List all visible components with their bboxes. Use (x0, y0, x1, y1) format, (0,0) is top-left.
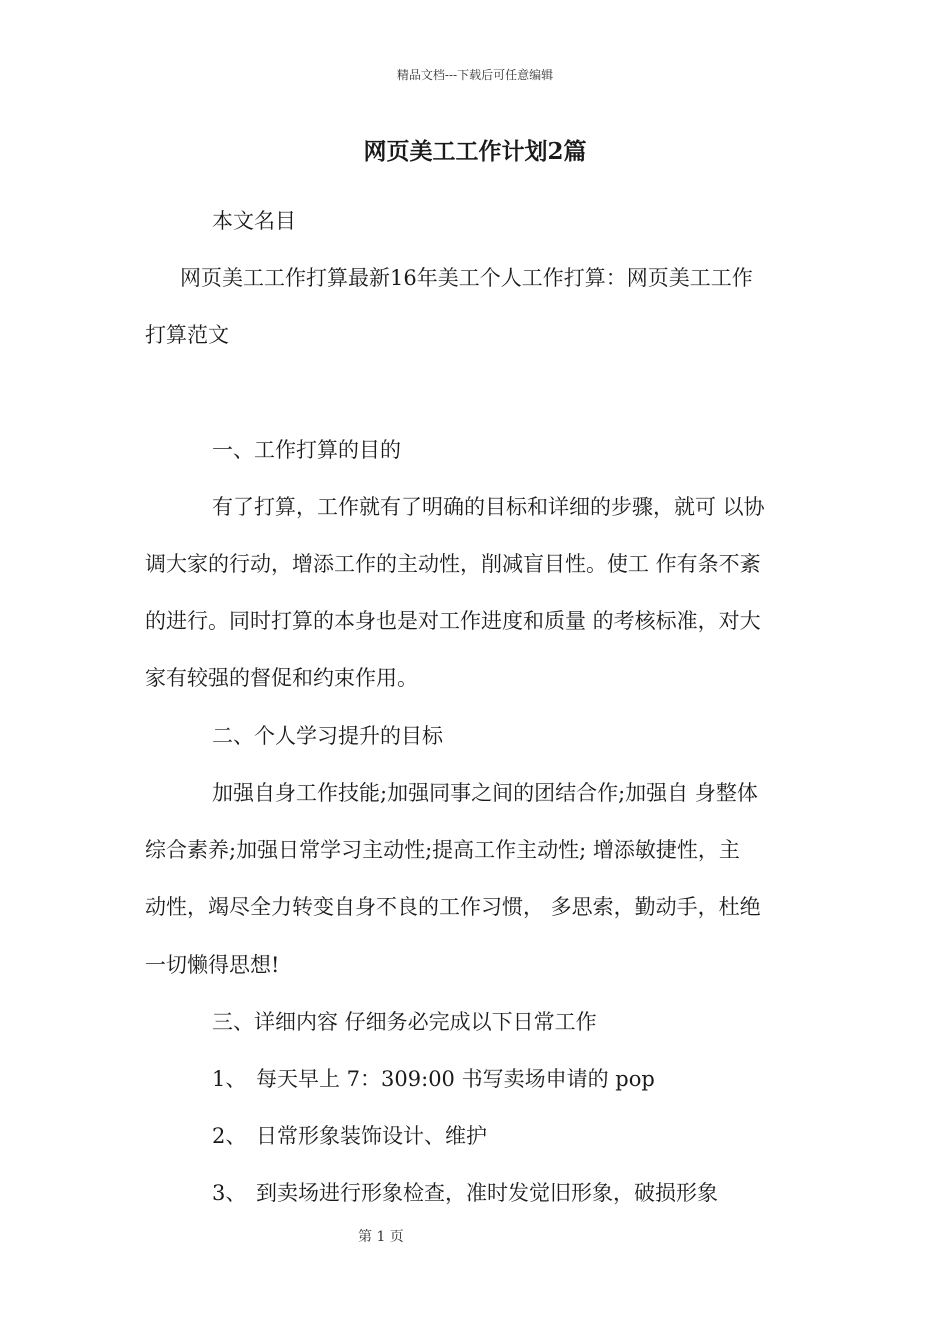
list-item-number: 1、 (212, 1067, 247, 1091)
list-item-number: 3、 (212, 1181, 247, 1205)
section-heading: 一、工作打算的目的 (212, 438, 401, 462)
header-note: 精品文档---下载后可任意编辑 (396, 68, 554, 82)
document-title: 网页美工工作计划2篇 (363, 138, 587, 165)
paragraph-line: 综合素养;加强日常学习主动性;提高工作主动性; 增添敏捷性，主 (145, 838, 740, 862)
paragraph-line: 加强自身工作技能;加强同事之间的团结合作;加强自 身整体 (212, 781, 758, 805)
paragraph-line: 的进行。同时打算的本身也是对工作进度和质量 的考核标准，对大 (145, 609, 761, 633)
toc-heading: 本文名目 (212, 209, 296, 233)
list-item-text: 日常形象装饰设计、维护 (256, 1124, 487, 1148)
paragraph-line: 家有较强的督促和约束作用。 (145, 666, 418, 690)
page-number: 第 1 页 (358, 1229, 404, 1245)
section-heading: 二、个人学习提升的目标 (212, 724, 443, 748)
toc-entry-line: 打算范文 (145, 323, 229, 347)
list-item-text: 每天早上 7：309:00 书写卖场申请的 pop (256, 1067, 655, 1091)
list-item-number: 2、 (212, 1124, 247, 1148)
paragraph-line: 有了打算，工作就有了明确的目标和详细的步骤，就可 以协 (212, 495, 765, 519)
paragraph-line: 一切懒得思想! (145, 953, 280, 977)
list-item-text: 到卖场进行形象检查，准时发觉旧形象，破损形象 (256, 1181, 718, 1205)
paragraph-line: 动性，竭尽全力转变自身不良的工作习惯， 多思索，勤动手，杜绝 (145, 895, 761, 919)
section-heading: 三、详细内容 仔细务必完成以下日常工作 (212, 1010, 597, 1034)
toc-entry-line: 网页美工工作打算最新16年美工个人工作打算：网页美工工作 (180, 266, 753, 290)
paragraph-line: 调大家的行动，增添工作的主动性，削减盲目性。使工 作有条不紊 (145, 552, 761, 576)
